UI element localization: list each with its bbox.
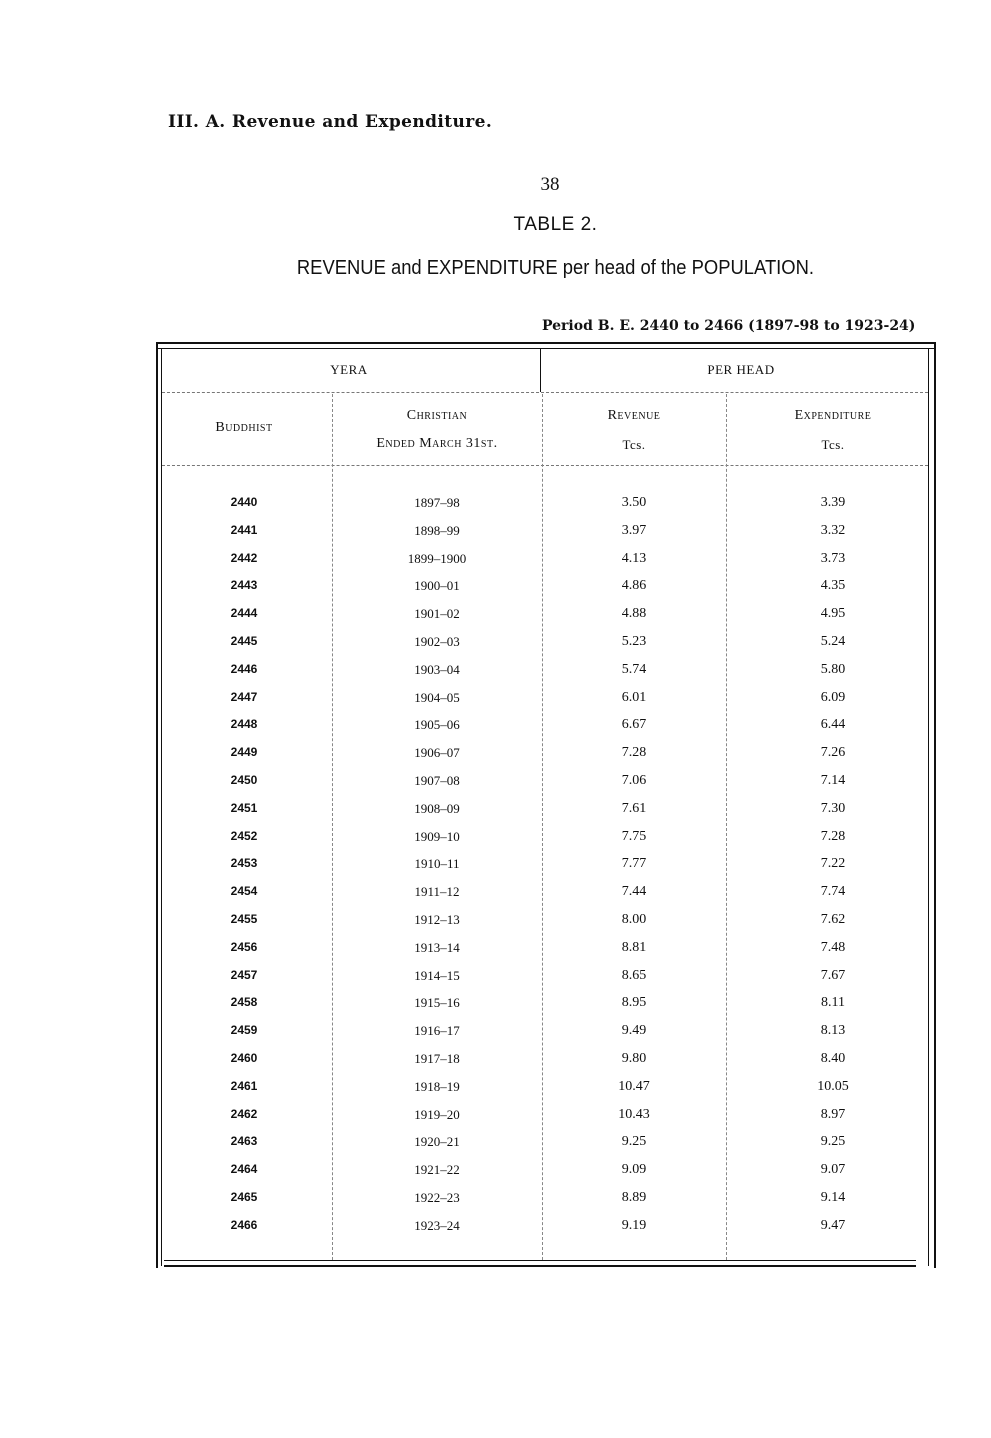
revenue-cell: 9.09 [621, 1162, 647, 1178]
group-header-underline [162, 392, 928, 393]
buddhist-year-cell: 2455 [230, 912, 258, 926]
table-row [156, 995, 940, 1023]
table-row [156, 1190, 940, 1218]
buddhist-year-cell: 2448 [230, 717, 258, 732]
buddhist-year-cell: 2452 [230, 828, 258, 843]
period-caption: Period B. E. 2440 to 2466 (1897-98 to 1923-24) [542, 318, 916, 334]
christian-year-cell: 1915–16 [414, 995, 460, 1011]
expenditure-cell: 7.74 [820, 884, 846, 900]
christian-year-cell: 1911–12 [414, 884, 460, 900]
expenditure-cell: 4.95 [820, 606, 846, 622]
table-row [156, 1134, 940, 1162]
expenditure-cell: 5.24 [820, 634, 846, 649]
revenue-cell: 7.28 [621, 745, 647, 761]
expenditure-cell: 10.05 [817, 1078, 849, 1094]
christian-year-cell: 1914–15 [414, 967, 460, 983]
expenditure-cell: 9.47 [820, 1217, 846, 1233]
expenditure-cell: 7.14 [820, 773, 846, 788]
revenue-cell: 3.50 [621, 495, 647, 510]
table-row [156, 606, 940, 634]
revenue-cell: 8.81 [621, 939, 647, 955]
table-row [156, 801, 940, 829]
revenue-cell: 9.25 [621, 1134, 647, 1150]
buddhist-year-cell: 2457 [230, 967, 258, 982]
expenditure-cell: 7.26 [820, 745, 846, 761]
expenditure-cell: 8.11 [821, 995, 845, 1011]
revenue-cell: 4.13 [621, 550, 647, 566]
revenue-cell: 8.89 [621, 1190, 647, 1205]
table-row [156, 717, 940, 745]
buddhist-year-cell: 2451 [230, 800, 258, 815]
revenue-cell: 9.19 [621, 1217, 647, 1233]
buddhist-year-cell: 2445 [230, 634, 258, 648]
christian-year-cell: 1913–14 [414, 939, 460, 955]
christian-year-cell: 1910–11 [414, 856, 460, 872]
expenditure-cell: 7.62 [820, 912, 846, 927]
buddhist-year-cell: 2441 [230, 522, 258, 537]
expenditure-cell: 8.40 [820, 1051, 846, 1066]
table-row [156, 662, 940, 690]
revenue-expenditure-table [156, 342, 940, 1270]
column-header-buddhist: Buddhist [215, 420, 273, 435]
table-row [156, 634, 940, 662]
christian-year-cell: 1923–24 [414, 1217, 460, 1233]
revenue-cell: 9.80 [621, 1051, 647, 1066]
christian-year-cell: 1920–21 [414, 1134, 460, 1150]
christian-year-cell: 1899–1900 [407, 550, 467, 566]
group-header-year: YERA [330, 362, 368, 377]
buddhist-year-cell: 2466 [230, 1217, 258, 1232]
table-row [156, 1023, 940, 1051]
expenditure-cell: 3.73 [820, 550, 846, 566]
table-row [156, 912, 940, 940]
table-row [156, 1079, 940, 1107]
table-row [156, 1107, 940, 1135]
group-header-per-head: PER HEAD [707, 362, 775, 377]
column-header-underline [162, 465, 928, 466]
revenue-cell: 7.61 [621, 800, 647, 816]
table-row [156, 745, 940, 773]
revenue-cell: 10.47 [618, 1078, 650, 1094]
column-header-christian: Christian [406, 408, 468, 423]
revenue-cell: 5.23 [621, 634, 647, 649]
column-header-expenditure-unit: Tcs. [821, 437, 845, 452]
table-row [156, 1218, 940, 1246]
christian-year-cell: 1908–09 [414, 800, 460, 816]
table-row [156, 551, 940, 579]
table-row [156, 523, 940, 551]
buddhist-year-cell: 2459 [230, 1023, 258, 1038]
christian-year-cell: 1919–20 [414, 1106, 460, 1122]
expenditure-cell: 6.44 [820, 717, 846, 733]
table-title: REVENUE and EXPENDITURE per head of the POPULATION. [296, 257, 815, 279]
revenue-cell: 4.88 [621, 606, 647, 622]
buddhist-year-cell: 2461 [230, 1078, 258, 1093]
column-header-revenue-unit: Tcs. [622, 437, 646, 452]
buddhist-year-cell: 2446 [230, 661, 258, 676]
section-heading: III. A. Revenue and Expenditure. [168, 112, 493, 132]
buddhist-year-cell: 2454 [230, 884, 258, 899]
revenue-cell: 6.01 [621, 689, 647, 705]
table-row [156, 773, 940, 801]
table-row [156, 884, 940, 912]
christian-year-cell: 1903–04 [414, 661, 460, 677]
revenue-cell: 3.97 [621, 522, 647, 538]
revenue-cell: 7.06 [621, 773, 647, 788]
table-row [156, 578, 940, 606]
revenue-cell: 6.67 [621, 717, 647, 733]
buddhist-year-cell: 2443 [230, 578, 258, 593]
revenue-cell: 4.86 [621, 578, 647, 594]
expenditure-cell: 3.39 [820, 495, 846, 510]
table-row [156, 940, 940, 968]
christian-year-cell: 1906–07 [414, 745, 460, 761]
christian-year-cell: 1897–98 [414, 495, 460, 510]
column-header-christian-sub: Ended March 31st. [376, 436, 498, 451]
page-number: 38 [540, 174, 560, 195]
expenditure-cell: 9.14 [820, 1190, 846, 1205]
buddhist-year-cell: 2450 [230, 773, 258, 787]
expenditure-cell: 7.67 [820, 967, 846, 983]
buddhist-year-cell: 2465 [230, 1190, 258, 1204]
expenditure-cell: 7.48 [820, 939, 846, 955]
buddhist-year-cell: 2460 [230, 1051, 258, 1065]
expenditure-cell: 5.80 [820, 661, 846, 677]
expenditure-cell: 3.32 [820, 522, 846, 538]
buddhist-year-cell: 2449 [230, 745, 258, 760]
christian-year-cell: 1909–10 [414, 828, 460, 844]
buddhist-year-cell: 2463 [230, 1134, 258, 1149]
buddhist-year-cell: 2456 [230, 939, 258, 954]
table-row [156, 690, 940, 718]
expenditure-cell: 7.22 [820, 856, 846, 872]
table-bottom-rule [164, 1260, 916, 1261]
revenue-cell: 9.49 [621, 1023, 647, 1039]
christian-year-cell: 1918–19 [414, 1078, 460, 1094]
christian-year-cell: 1905–06 [414, 717, 460, 733]
revenue-cell: 8.65 [621, 967, 647, 983]
christian-year-cell: 1907–08 [414, 773, 460, 788]
table-label: TABLE 2. [513, 214, 598, 235]
expenditure-cell: 6.09 [820, 689, 846, 705]
table-row [156, 495, 940, 523]
christian-year-cell: 1922–23 [414, 1190, 460, 1205]
christian-year-cell: 1900–01 [414, 578, 460, 594]
christian-year-cell: 1921–22 [414, 1162, 460, 1178]
table-row [156, 829, 940, 857]
buddhist-year-cell: 2447 [230, 689, 258, 704]
table-top-rule-inner [158, 348, 936, 349]
revenue-cell: 7.75 [621, 828, 647, 844]
table-row [156, 856, 940, 884]
buddhist-year-cell: 2464 [230, 1162, 258, 1177]
table-top-rule [158, 342, 936, 344]
expenditure-cell: 7.28 [820, 828, 846, 844]
expenditure-cell: 7.30 [820, 800, 846, 816]
revenue-cell: 5.74 [621, 661, 647, 677]
table-bottom-rule-outer [164, 1265, 916, 1267]
buddhist-year-cell: 2444 [230, 606, 258, 621]
buddhist-year-cell: 2458 [230, 995, 258, 1010]
expenditure-cell: 8.13 [820, 1023, 846, 1039]
column-header-revenue: Revenue [607, 408, 661, 423]
table-row [156, 1162, 940, 1190]
christian-year-cell: 1916–17 [414, 1023, 460, 1039]
expenditure-cell: 4.35 [820, 578, 846, 594]
revenue-cell: 7.44 [621, 884, 647, 900]
table-row [156, 968, 940, 996]
column-header-expenditure: Expenditure [794, 408, 872, 423]
expenditure-cell: 9.07 [820, 1162, 846, 1178]
revenue-cell: 8.95 [621, 995, 647, 1011]
christian-year-cell: 1904–05 [414, 689, 460, 705]
buddhist-year-cell: 2440 [230, 495, 258, 509]
christian-year-cell: 1917–18 [414, 1051, 460, 1066]
buddhist-year-cell: 2453 [230, 856, 258, 871]
expenditure-cell: 9.25 [820, 1134, 846, 1150]
buddhist-year-cell: 2442 [230, 550, 258, 565]
revenue-cell: 10.43 [618, 1106, 650, 1122]
christian-year-cell: 1898–99 [414, 522, 460, 538]
table-row [156, 1051, 940, 1079]
christian-year-cell: 1902–03 [414, 634, 460, 649]
christian-year-cell: 1912–13 [414, 912, 460, 927]
buddhist-year-cell: 2462 [230, 1106, 258, 1121]
revenue-cell: 7.77 [621, 856, 647, 872]
expenditure-cell: 8.97 [820, 1106, 846, 1122]
revenue-cell: 8.00 [621, 912, 647, 927]
christian-year-cell: 1901–02 [414, 606, 460, 622]
